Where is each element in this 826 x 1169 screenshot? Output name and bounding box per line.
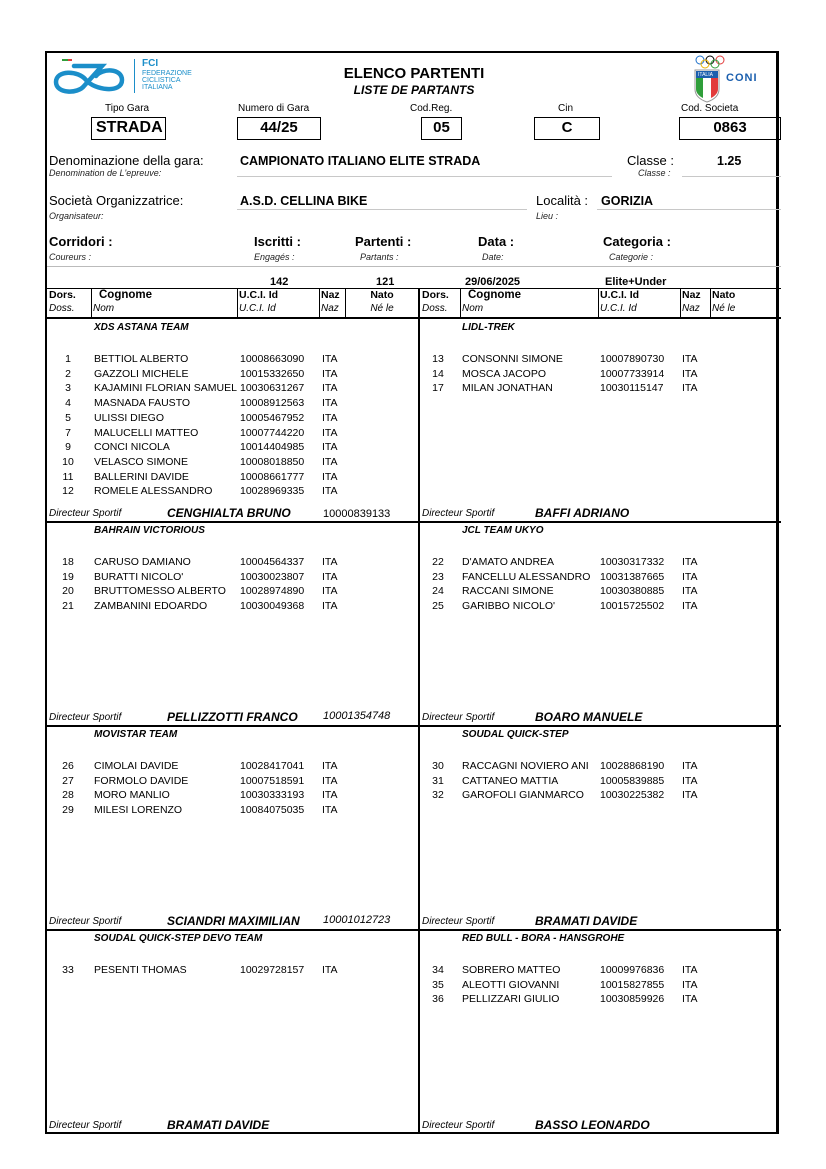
team-name: BAHRAIN VICTORIOUS: [94, 525, 205, 536]
rider-dors: 22: [432, 556, 444, 568]
rider-row: [47, 381, 418, 396]
rider-dors: 25: [432, 600, 444, 613]
rider-dors: 36: [432, 993, 444, 1006]
rider-nationality: ITA: [682, 556, 698, 568]
team-block-separator: [47, 725, 781, 727]
rider-name: CONCI NICOLA: [94, 441, 170, 454]
team-block: [47, 319, 418, 522]
rider-uci-id: 10028417041: [240, 760, 305, 772]
rider-nationality: ITA: [322, 570, 338, 583]
rider-dors: 23: [432, 570, 444, 583]
rider-nationality: ITA: [322, 382, 338, 395]
rider-row: [420, 992, 779, 1007]
rider-uci-id: 10028969335: [240, 485, 305, 498]
column-uci-label-fr: U.C.I. Id: [239, 303, 276, 314]
cod-reg-field: 05: [421, 117, 462, 140]
rider-row: [47, 396, 418, 411]
rider-row: [420, 367, 779, 382]
rider-uci-id: 10005467952: [240, 411, 305, 424]
directeur-sportif-uci-id: 10001354748: [323, 710, 391, 722]
denominazione-label: Denominazione della gara:: [49, 153, 204, 168]
rider-row: [47, 440, 418, 455]
rider-uci-id: 10008663090: [240, 353, 305, 365]
rider-dors: 12: [62, 485, 74, 498]
directeur-sportif-name: CENGHIALTA BRUNO: [167, 506, 291, 520]
rider-uci-id: 10007518591: [240, 774, 305, 787]
column-divider: [460, 289, 461, 317]
rider-row: [420, 759, 779, 774]
rider-name: MOSCA JACOPO: [462, 367, 547, 380]
rider-dors: 31: [432, 774, 444, 787]
column-naz-label-fr: Naz: [321, 303, 339, 314]
column-divider: [237, 289, 238, 317]
column-divider: [680, 289, 681, 317]
partenti-label: Partenti :: [355, 234, 412, 249]
rider-dors: 21: [62, 600, 74, 613]
rider-name: BALLERINI DAVIDE: [94, 470, 189, 483]
iscritti-label-fr: Engagés :: [254, 252, 295, 262]
olympic-rings-icon: [694, 55, 728, 69]
fci-line1: FEDERAZIONE: [142, 70, 192, 77]
rider-nationality: ITA: [322, 789, 338, 802]
rider-uci-id: 10030049368: [240, 600, 305, 613]
rider-uci-id: 10015725502: [600, 600, 665, 613]
rider-uci-id: 10028868190: [600, 760, 665, 772]
rider-row: [47, 570, 418, 585]
rider-name: MILESI LORENZO: [94, 804, 183, 817]
rider-uci-id: 10007890730: [600, 353, 665, 365]
societa-label: Società Organizzatrice:: [49, 193, 184, 208]
rider-uci-id: 10007733914: [600, 367, 665, 380]
rider-uci-id: 10007744220: [240, 426, 305, 439]
team-block: [420, 930, 779, 1134]
column-cognome-label: Cognome: [99, 289, 153, 301]
rider-name: GARIBBO NICOLO': [462, 600, 556, 613]
team-block-separator: [47, 929, 781, 931]
organizer-name: A.S.D. CELLINA BIKE: [240, 194, 368, 208]
directeur-sportif-name: BAFFI ADRIANO: [535, 506, 630, 520]
column-divider: [345, 289, 346, 317]
race-name-underline: [237, 176, 612, 177]
column-naz-label: Naz: [321, 289, 340, 301]
rider-row: [420, 788, 779, 803]
team-block: [47, 522, 418, 726]
partenti-value: 121: [376, 276, 395, 288]
column-dors-label: Dors.: [49, 289, 76, 301]
cod-societa-field: 0863: [679, 117, 781, 140]
rider-name: MORO MANLIO: [94, 789, 170, 802]
rider-nationality: ITA: [682, 367, 698, 380]
cod-societa-label: Cod. Societa: [681, 103, 739, 114]
rider-row: [47, 367, 418, 382]
tipo-gara-field: STRADA: [91, 117, 166, 140]
rider-dors: 17: [432, 382, 444, 395]
column-nato-label-fr: Né le: [370, 303, 394, 314]
rider-name: SOBRERO MATTEO: [462, 964, 561, 976]
rider-name: ALEOTTI GIOVANNI: [462, 978, 560, 991]
rider-name: CARUSO DAMIANO: [94, 556, 191, 568]
directeur-sportif-label: Directeur Sportif: [422, 916, 495, 927]
rider-dors: 20: [62, 585, 74, 598]
team-block: [420, 522, 779, 726]
rider-nationality: ITA: [682, 993, 698, 1006]
fci-abbr: FCI: [142, 58, 159, 69]
rider-dors: 19: [62, 570, 74, 583]
categoria-value: Elite+Under: [605, 276, 667, 288]
team-block: [47, 726, 418, 930]
rider-row: [47, 759, 418, 774]
rider-name: CATTANEO MATTIA: [462, 774, 559, 787]
numero-gara-label: Numero di Gara: [238, 103, 310, 114]
rider-uci-id: 10009976836: [600, 964, 665, 976]
rider-uci-id: 10084075035: [240, 804, 305, 817]
rider-name: PESENTI THOMAS: [94, 964, 187, 976]
rider-name: VELASCO SIMONE: [94, 455, 188, 468]
rider-nationality: ITA: [322, 964, 338, 976]
rider-dors: 35: [432, 978, 444, 991]
rider-uci-id: 10030317332: [600, 556, 665, 568]
column-dors-label-fr: Doss.: [49, 303, 75, 314]
data-value: 29/06/2025: [465, 276, 521, 288]
column-cognome-label-fr: Nom: [93, 303, 115, 314]
rider-nationality: ITA: [322, 556, 338, 568]
rider-name: BETTIOL ALBERTO: [94, 353, 189, 365]
page-subtitle: LISTE DE PARTANTS: [353, 83, 475, 97]
rider-uci-id: 10015827855: [600, 978, 665, 991]
rider-name: RACCAGNI NOVIERO ANI: [462, 760, 589, 772]
rider-nationality: ITA: [322, 367, 338, 380]
rider-name: ZAMBANINI EDOARDO: [94, 600, 208, 613]
rider-row: [47, 788, 418, 803]
column-cognome-label: Cognome: [468, 289, 522, 301]
rider-dors: 33: [62, 964, 74, 976]
rider-dors: 4: [65, 397, 71, 410]
rider-uci-id: 10008661777: [240, 470, 305, 483]
rider-nationality: ITA: [682, 760, 698, 772]
directeur-sportif-label: Directeur Sportif: [49, 508, 122, 519]
rider-name: MILAN JONATHAN: [462, 382, 553, 395]
start-list-page: [45, 51, 779, 1134]
classe-label-fr: Classe :: [638, 168, 671, 178]
localita-label: Località :: [536, 193, 589, 208]
team-name: LIDL-TREK: [462, 322, 515, 333]
iscritti-label: Iscritti :: [254, 234, 301, 249]
rider-nationality: ITA: [682, 978, 698, 991]
rider-nationality: ITA: [682, 600, 698, 613]
rider-row: [47, 484, 418, 499]
cin-field: C: [534, 117, 600, 140]
rider-row: [47, 455, 418, 470]
rider-name: MALUCELLI MATTEO: [94, 426, 199, 439]
numero-gara-field: 44/25: [237, 117, 321, 140]
rider-row: [420, 963, 779, 978]
rider-nationality: ITA: [322, 441, 338, 454]
rider-nationality: ITA: [682, 353, 698, 365]
cod-reg-label: Cod.Reg.: [410, 103, 453, 114]
rider-nationality: ITA: [322, 485, 338, 498]
categoria-label-fr: Categorie :: [609, 252, 654, 262]
race-name: CAMPIONATO ITALIANO ELITE STRADA: [240, 154, 481, 168]
team-name: SOUDAL QUICK-STEP DEVO TEAM: [94, 933, 263, 944]
column-divider: [91, 289, 92, 317]
rider-row: [420, 381, 779, 396]
rider-dors: 11: [62, 470, 74, 483]
column-nato-label: Nato: [370, 289, 394, 301]
rider-uci-id: 10030115147: [600, 382, 664, 395]
directeur-sportif-name: BRAMATI DAVIDE: [535, 914, 638, 928]
rider-row: [420, 555, 779, 570]
rider-name: CIMOLAI DAVIDE: [94, 760, 179, 772]
rider-nationality: ITA: [322, 470, 338, 483]
classe-label: Classe :: [627, 153, 674, 168]
rider-nationality: ITA: [322, 774, 338, 787]
rider-dors: 5: [65, 411, 71, 424]
rider-dors: 10: [62, 455, 74, 468]
rider-row: [47, 426, 418, 441]
rider-nationality: ITA: [682, 382, 698, 395]
rider-dors: 27: [62, 774, 74, 787]
directeur-sportif-name: BRAMATI DAVIDE: [167, 1118, 270, 1132]
rider-dors: 7: [65, 426, 71, 439]
categoria-label: Categoria :: [603, 234, 671, 249]
societa-label-fr: Organisateur:: [49, 211, 104, 221]
rider-dors: 3: [65, 382, 71, 395]
rider-uci-id: 10030859926: [600, 993, 665, 1006]
rider-nationality: ITA: [322, 760, 338, 772]
column-naz-label: Naz: [682, 289, 701, 301]
rider-uci-id: 10030380885: [600, 585, 665, 598]
rider-nationality: ITA: [322, 397, 338, 410]
rider-dors: 26: [62, 760, 74, 772]
rider-row: [47, 411, 418, 426]
data-label: Data :: [478, 234, 515, 249]
column-uci-label: U.C.I. Id: [239, 289, 279, 301]
classe-value: 1.25: [717, 154, 742, 168]
rider-name: PELLIZZARI GIULIO: [462, 993, 560, 1006]
rider-nationality: ITA: [682, 789, 698, 802]
coni-name: CONI: [726, 72, 758, 84]
cin-label: Cin: [558, 103, 574, 114]
rider-name: ULISSI DIEGO: [94, 411, 165, 424]
rider-nationality: ITA: [322, 411, 338, 424]
rider-dors: 14: [432, 367, 444, 380]
rider-row: [420, 978, 779, 993]
team-name: MOVISTAR TEAM: [94, 729, 178, 740]
rider-dors: 2: [65, 367, 71, 380]
rider-name: FANCELLU ALESSANDRO: [462, 570, 591, 583]
fci-line3: ITALIANA: [142, 84, 173, 91]
rider-row: [420, 774, 779, 789]
rider-name: GAZZOLI MICHELE: [94, 367, 189, 380]
rider-uci-id: 10030225382: [600, 789, 665, 802]
rider-row: [47, 963, 418, 978]
rider-dors: 32: [432, 789, 444, 802]
rider-name: BURATTI NICOLO': [94, 570, 184, 583]
rider-row: [420, 584, 779, 599]
directeur-sportif-name: BOARO MANUELE: [535, 710, 643, 724]
column-uci-label-fr: U.C.I. Id: [600, 303, 637, 314]
rider-name: CONSONNI SIMONE: [462, 353, 563, 365]
rider-nationality: ITA: [322, 600, 338, 613]
coni-logo: [692, 55, 762, 107]
rider-uci-id: 10008018850: [240, 455, 305, 468]
fci-line2: CICLISTICA: [142, 77, 181, 84]
rider-row: [47, 584, 418, 599]
directeur-sportif-label: Directeur Sportif: [422, 712, 495, 723]
column-dors-label-fr: Doss.: [422, 303, 448, 314]
team-block: [420, 726, 779, 930]
rider-name: RACCANI SIMONE: [462, 585, 554, 598]
rider-nationality: ITA: [682, 774, 698, 787]
directeur-sportif-uci-id: 10001012723: [323, 914, 391, 926]
rider-uci-id: 10031387665: [600, 570, 665, 583]
directeur-sportif-label: Directeur Sportif: [422, 1120, 495, 1131]
column-cognome-label-fr: Nom: [462, 303, 484, 314]
rider-nationality: ITA: [322, 353, 338, 365]
rider-name: MASNADA FAUSTO: [94, 397, 191, 410]
rider-uci-id: 10004564337: [240, 556, 305, 568]
classe-underline: [682, 176, 781, 177]
rider-name: BRUTTOMESSO ALBERTO: [94, 585, 226, 598]
rider-dors: 24: [432, 585, 444, 598]
rider-dors: 29: [62, 804, 74, 817]
rider-dors: 18: [62, 556, 74, 568]
rider-row: [420, 570, 779, 585]
column-nato-label-fr: Né le: [712, 303, 736, 314]
column-uci-label: U.C.I. Id: [600, 289, 640, 301]
rider-dors: 30: [432, 760, 444, 772]
team-name: SOUDAL QUICK-STEP: [462, 729, 569, 740]
rider-name: KAJAMINI FLORIAN SAMUEL: [94, 382, 237, 395]
rider-uci-id: 10030333193: [240, 789, 305, 802]
rider-dors: 28: [62, 789, 74, 802]
localita-value: GORIZIA: [601, 194, 654, 208]
rider-dors: 1: [65, 353, 71, 365]
coni-badge: ITALIA: [698, 72, 713, 78]
rider-nationality: ITA: [682, 570, 698, 583]
tipo-gara-label: Tipo Gara: [105, 103, 150, 114]
rider-nationality: ITA: [322, 804, 338, 817]
rider-row: [47, 803, 418, 818]
team-block: [420, 319, 779, 522]
team-name: XDS ASTANA TEAM: [94, 322, 189, 333]
localita-label-fr: Lieu :: [536, 211, 559, 221]
team-block-separator: [47, 521, 781, 523]
rider-uci-id: 10005839885: [600, 774, 665, 787]
directeur-sportif-uci-id: 10000839133: [323, 508, 391, 520]
column-divider: [598, 289, 599, 317]
rider-name: FORMOLO DAVIDE: [94, 774, 189, 787]
team-name: JCL TEAM UKYO: [462, 525, 544, 536]
directeur-sportif-name: PELLIZZOTTI FRANCO: [167, 710, 298, 724]
rider-uci-id: 10028974890: [240, 585, 305, 598]
directeur-sportif-label: Directeur Sportif: [49, 1120, 122, 1131]
rider-uci-id: 10008912563: [240, 397, 305, 410]
rider-dors: 9: [65, 441, 71, 454]
column-divider: [710, 289, 711, 317]
page-title: ELENCO PARTENTI: [343, 65, 485, 82]
rider-row: [47, 599, 418, 614]
rider-row: [47, 352, 418, 367]
rider-dors: 34: [432, 964, 444, 976]
rider-uci-id: 10014404985: [240, 441, 305, 454]
column-header-center-divider: [418, 289, 420, 317]
denominazione-label-fr: Denomination de L'epreuve:: [49, 168, 162, 178]
rider-dors: 13: [432, 353, 444, 365]
rider-row: [420, 352, 779, 367]
team-block: [47, 930, 418, 1134]
column-divider: [319, 289, 320, 317]
team-name: RED BULL - BORA - HANSGROHE: [462, 933, 625, 944]
directeur-sportif-label: Directeur Sportif: [49, 712, 122, 723]
rider-nationality: ITA: [322, 426, 338, 439]
data-label-fr: Date:: [482, 252, 504, 262]
rider-uci-id: 10015332650: [240, 367, 305, 380]
directeur-sportif-label: Directeur Sportif: [422, 508, 495, 519]
rider-uci-id: 10030631267: [240, 382, 305, 395]
rider-name: D'AMATO ANDREA: [462, 556, 555, 568]
rider-nationality: ITA: [682, 964, 698, 976]
directeur-sportif-label: Directeur Sportif: [49, 916, 122, 927]
column-dors-label: Dors.: [422, 289, 449, 301]
rider-row: [420, 599, 779, 614]
column-naz-label-fr: Naz: [682, 303, 700, 314]
rider-uci-id: 10029728157: [240, 964, 305, 976]
corridori-label: Corridori :: [49, 234, 113, 249]
summary-divider: [47, 266, 781, 267]
rider-nationality: ITA: [682, 585, 698, 598]
rider-row: [47, 774, 418, 789]
localita-underline: [597, 209, 781, 210]
partenti-label-fr: Partants :: [360, 252, 399, 262]
rider-nationality: ITA: [322, 455, 338, 468]
rider-row: [47, 555, 418, 570]
rider-row: [47, 470, 418, 485]
iscritti-value: 142: [270, 276, 289, 288]
directeur-sportif-name: BASSO LEONARDO: [535, 1118, 650, 1132]
organizer-underline: [237, 209, 527, 210]
rider-name: ROMELE ALESSANDRO: [94, 485, 213, 498]
rider-uci-id: 10030023807: [240, 570, 305, 583]
rider-nationality: ITA: [322, 585, 338, 598]
corridori-label-fr: Coureurs :: [49, 252, 92, 262]
directeur-sportif-name: SCIANDRI MAXIMILIAN: [167, 914, 300, 928]
column-nato-label: Nato: [712, 289, 736, 301]
rider-name: GAROFOLI GIANMARCO: [462, 789, 584, 802]
